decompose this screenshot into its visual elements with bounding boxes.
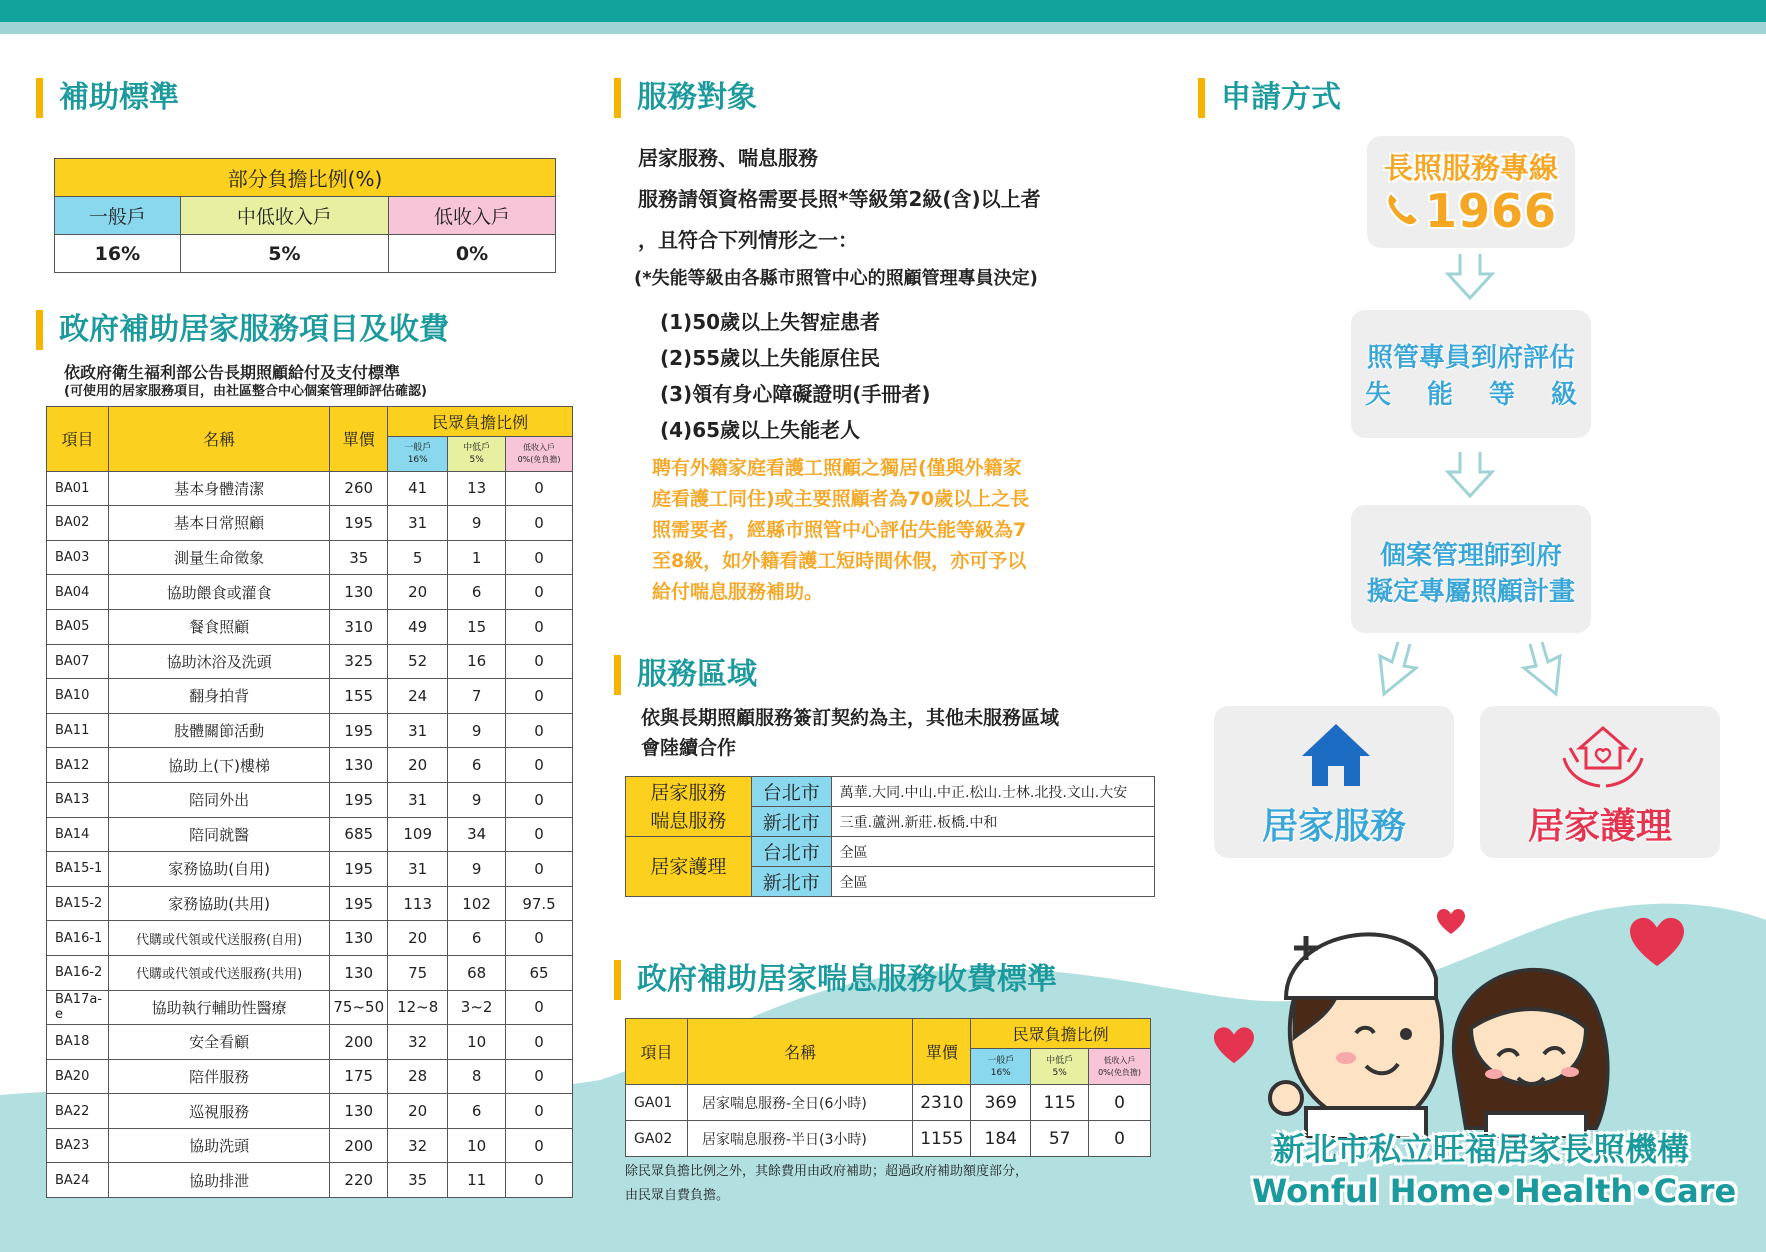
target-orange-note: 聘有外籍家庭看護工照顧之獨居(僅與外籍家 庭看護工同住)或主要照顧者為70歲以上之長 照需要者，經縣市照管中心評估失能等級為7 至8級，如外籍看護工短時間休假，亦可予以 給付喘息服務補助。	[652, 457, 1030, 603]
cell-name: 協助餵食或灌食	[108, 575, 329, 610]
cell-middle: 7	[448, 679, 506, 714]
cell-low: 0	[506, 782, 573, 817]
cell-middle: 102	[448, 886, 506, 921]
cell-low: 0	[506, 609, 573, 644]
cell-middle: 6	[448, 748, 506, 783]
area-desc2: 會陸續合作	[641, 737, 737, 759]
care-plan-line2: 擬定專屬照顧計畫	[1366, 577, 1575, 607]
cell-low: 97.5	[506, 886, 573, 921]
resp-hdr-price: 單價	[913, 1019, 971, 1085]
table-row	[47, 644, 573, 679]
cell-low: 0	[506, 1128, 573, 1163]
cell-middle: 13	[448, 471, 506, 506]
cell-general: 113	[388, 886, 448, 921]
arrow-down-right-icon	[1500, 640, 1570, 700]
table-row	[47, 817, 573, 852]
cell-middle: 11	[448, 1163, 506, 1198]
cell-price: 130	[330, 955, 388, 990]
area-district: 全區	[831, 837, 1154, 867]
cell-middle: 16	[448, 644, 506, 679]
cell-general: 184	[971, 1121, 1031, 1157]
table-row	[47, 679, 573, 714]
cell-general: 75	[388, 955, 448, 990]
cell-general: 20	[388, 748, 448, 783]
cell-name: 協助執行輔助性醫療	[108, 990, 329, 1025]
table-row	[47, 1163, 573, 1198]
hdr-ratio: 民眾負擔比例	[388, 407, 573, 437]
table-row	[626, 1085, 1151, 1121]
cell-middle: 6	[448, 1094, 506, 1129]
cell-price: 155	[330, 679, 388, 714]
cell-name: 測量生命徵象	[108, 540, 329, 575]
cell-middle: 3~2	[448, 990, 506, 1025]
cell-price: 200	[330, 1128, 388, 1163]
table-row	[47, 575, 573, 610]
cell-item: BA16-1	[47, 921, 109, 956]
cell-low: 0	[506, 748, 573, 783]
cell-item: BA22	[47, 1094, 109, 1129]
table-row	[47, 1025, 573, 1060]
hdr-price: 單價	[330, 407, 388, 472]
care-plan-box	[1351, 505, 1591, 633]
respite-rows	[626, 1085, 1151, 1157]
assessment-box	[1351, 310, 1591, 438]
care-hands-house-icon	[1560, 718, 1646, 794]
cell-name: 協助排泄	[108, 1163, 329, 1198]
cell-general: 31	[388, 506, 448, 541]
cell-middle: 6	[448, 575, 506, 610]
cell-item: BA15-2	[47, 886, 109, 921]
cell-name: 基本身體清潔	[108, 471, 329, 506]
area-district: 全區	[831, 867, 1154, 897]
cell-middle: 9	[448, 713, 506, 748]
cell-item: BA07	[47, 644, 109, 679]
cell-general: 369	[971, 1085, 1031, 1121]
phone-icon	[1381, 188, 1423, 230]
cell-middle: 6	[448, 921, 506, 956]
cell-price: 35	[330, 540, 388, 575]
cell-general: 32	[388, 1025, 448, 1060]
hotline-number: 1966	[1425, 184, 1558, 238]
area-city: 新北市	[751, 867, 831, 897]
table-row	[47, 852, 573, 887]
arrow-down-icon	[1440, 252, 1500, 302]
area-city: 新北市	[751, 807, 831, 837]
cell-general: 31	[388, 713, 448, 748]
arrow-down-icon	[1440, 450, 1500, 500]
cell-low: 0	[506, 679, 573, 714]
area-city: 台北市	[751, 837, 831, 867]
cell-price: 325	[330, 644, 388, 679]
cell-price: 260	[330, 471, 388, 506]
area-desc1: 依與長期照顧服務簽訂契約為主，其他未服務區域	[641, 707, 1060, 729]
cell-general: 32	[388, 1128, 448, 1163]
respite-fee-table	[625, 1018, 1151, 1157]
cell-item: BA20	[47, 1059, 109, 1094]
cell-name: 基本日常照顧	[108, 506, 329, 541]
table-row	[47, 782, 573, 817]
assessment-line1: 照管專員到府評估	[1366, 343, 1575, 373]
hdr-sub-general: 一般戶 16%	[388, 437, 448, 472]
cell-price: 195	[330, 852, 388, 887]
cell-name: 協助洗頭	[108, 1128, 329, 1163]
area-svc-nursing: 居家護理	[626, 837, 752, 897]
cell-price: 195	[330, 506, 388, 541]
cell-middle: 68	[448, 955, 506, 990]
cell-name: 代購或代領或代送服務(自用)	[108, 921, 329, 956]
area-city: 台北市	[751, 777, 831, 807]
val-middle-low: 5%	[180, 235, 388, 273]
resp-hdr-ratio: 民眾負擔比例	[971, 1019, 1151, 1049]
table-row	[47, 886, 573, 921]
area-district: 三重.蘆洲.新莊.板橋.中和	[831, 807, 1154, 837]
cell-low: 0	[506, 713, 573, 748]
cell-item: GA02	[626, 1121, 688, 1157]
cell-middle: 9	[448, 852, 506, 887]
service-fee-table	[46, 406, 573, 1198]
house-icon	[1298, 720, 1374, 790]
cell-item: BA01	[47, 471, 109, 506]
cell-low: 0	[1089, 1121, 1151, 1157]
target-item-2: (2)55歲以上失能原住民	[660, 346, 881, 370]
target-title: 服務對象	[614, 78, 757, 118]
cell-price: 130	[330, 748, 388, 783]
cell-price: 130	[330, 575, 388, 610]
table-row	[47, 1094, 573, 1129]
cell-name: 巡視服務	[108, 1094, 329, 1129]
hdr-sub-middle: 中低戶 5%	[448, 437, 506, 472]
table-row	[47, 540, 573, 575]
table-row	[47, 990, 573, 1025]
cell-middle: 10	[448, 1025, 506, 1060]
cell-price: 130	[330, 1094, 388, 1129]
col-middle-low: 中低收入戶	[180, 197, 388, 235]
area-svc-home: 居家服務 喘息服務	[626, 777, 752, 837]
table-row	[47, 506, 573, 541]
arrow-down-left-icon	[1370, 640, 1440, 700]
cell-price: 1155	[913, 1121, 971, 1157]
cell-price: 130	[330, 921, 388, 956]
cell-item: BA15-1	[47, 852, 109, 887]
respite-note2: 由民眾自費負擔。	[625, 1188, 730, 1203]
home-nursing-option[interactable]	[1480, 706, 1720, 858]
cell-general: 5	[388, 540, 448, 575]
table-row	[47, 609, 573, 644]
cell-middle: 10	[448, 1128, 506, 1163]
table-row	[47, 471, 573, 506]
cell-name: 陪伴服務	[108, 1059, 329, 1094]
val-general: 16%	[55, 235, 181, 273]
service-area-table	[625, 776, 1155, 897]
gov-services-title: 政府補助居家服務項目及收費	[36, 310, 449, 350]
cell-item: BA03	[47, 540, 109, 575]
cell-name: 家務協助(自用)	[108, 852, 329, 887]
cell-price: 195	[330, 782, 388, 817]
target-line1: 居家服務、喘息服務	[638, 146, 818, 170]
home-nursing-label: 居家護理	[1527, 806, 1672, 847]
cell-low: 0	[506, 644, 573, 679]
cell-low: 0	[506, 852, 573, 887]
cell-item: BA23	[47, 1128, 109, 1163]
table-row	[626, 1121, 1151, 1157]
cell-price: 75~50	[330, 990, 388, 1025]
cell-general: 20	[388, 1094, 448, 1129]
cell-item: BA24	[47, 1163, 109, 1198]
cell-general: 109	[388, 817, 448, 852]
target-line2: 服務請領資格需要長照*等級第2級(含)以上者	[638, 187, 1041, 211]
cell-low: 0	[1089, 1085, 1151, 1121]
cell-name: 翻身拍背	[108, 679, 329, 714]
hdr-name: 名稱	[108, 407, 329, 472]
cell-item: GA01	[626, 1085, 688, 1121]
subsidy-title: 補助標準	[36, 78, 179, 118]
cell-name: 代購或代領或代送服務(共用)	[108, 955, 329, 990]
service-fee-rows	[47, 471, 573, 1197]
cell-general: 20	[388, 921, 448, 956]
cell-item: BA13	[47, 782, 109, 817]
cell-middle: 8	[448, 1059, 506, 1094]
cell-low: 0	[506, 471, 573, 506]
area-title: 服務區域	[614, 655, 757, 695]
brand-name-en: Wonful Home•Health•Care	[1252, 1172, 1737, 1210]
cell-middle: 115	[1031, 1085, 1089, 1121]
hotline-label: 長照服務專線	[1383, 151, 1558, 185]
hdr-sub-low: 低收入戶 0%(免負擔)	[506, 437, 573, 472]
resp-hdr-item: 項目	[626, 1019, 688, 1085]
cell-general: 52	[388, 644, 448, 679]
cell-name: 肢體關節活動	[108, 713, 329, 748]
cell-general: 28	[388, 1059, 448, 1094]
cell-item: BA04	[47, 575, 109, 610]
cell-item: BA11	[47, 713, 109, 748]
hdr-item: 項目	[47, 407, 109, 472]
table-row	[47, 921, 573, 956]
cell-general: 35	[388, 1163, 448, 1198]
cell-low: 0	[506, 575, 573, 610]
cell-item: BA02	[47, 506, 109, 541]
cell-name: 安全看顧	[108, 1025, 329, 1060]
table-row	[47, 1059, 573, 1094]
cell-item: BA17a-e	[47, 990, 109, 1025]
target-item-1: (1)50歲以上失智症患者	[660, 310, 881, 334]
cell-name: 餐食照顧	[108, 609, 329, 644]
respite-title: 政府補助居家喘息服務收費標準	[614, 960, 1057, 1000]
cell-general: 31	[388, 852, 448, 887]
cell-price: 220	[330, 1163, 388, 1198]
cell-item: BA14	[47, 817, 109, 852]
cell-low: 0	[506, 921, 573, 956]
resp-sub-general: 一般戶 16%	[971, 1049, 1031, 1085]
cell-name: 家務協助(共用)	[108, 886, 329, 921]
target-item-3: (3)領有身心障礙證明(手冊者)	[660, 382, 931, 406]
cell-price: 685	[330, 817, 388, 852]
cell-price: 175	[330, 1059, 388, 1094]
cell-middle: 15	[448, 609, 506, 644]
ratio-table-header: 部分負擔比例(%)	[55, 159, 556, 197]
area-district: 萬華.大同.中山.中正.松山.士林.北投.文山.大安	[831, 777, 1154, 807]
assessment-line2: 失 能 等 級	[1365, 380, 1577, 410]
table-row	[47, 748, 573, 783]
resp-sub-low: 低收入戶 0%(免負擔)	[1089, 1049, 1151, 1085]
cell-item: BA16-2	[47, 955, 109, 990]
resp-sub-middle: 中低戶 5%	[1031, 1049, 1089, 1085]
cell-low: 0	[506, 817, 573, 852]
cell-low: 0	[506, 506, 573, 541]
home-service-label: 居家服務	[1261, 806, 1406, 847]
subsidy-ratio-table	[54, 158, 556, 273]
cell-general: 24	[388, 679, 448, 714]
cell-middle: 1	[448, 540, 506, 575]
cell-general: 20	[388, 575, 448, 610]
cell-name: 居家喘息服務-全日(6小時)	[687, 1085, 912, 1121]
cell-price: 2310	[913, 1085, 971, 1121]
cell-middle: 9	[448, 782, 506, 817]
gov-services-note2: (可使用的居家服務項目，由社區整合中心個案管理師評估確認)	[64, 384, 427, 399]
cell-low: 0	[506, 540, 573, 575]
apply-title: 申請方式	[1198, 78, 1341, 118]
cell-item: BA10	[47, 679, 109, 714]
care-plan-line1: 個案管理師到府	[1379, 541, 1562, 571]
table-row	[47, 1128, 573, 1163]
cell-middle: 34	[448, 817, 506, 852]
nurse-illustration	[1266, 908, 1646, 1138]
table-row	[47, 713, 573, 748]
cell-middle: 9	[448, 506, 506, 541]
target-line4: (*失能等級由各縣市照管中心的照顧管理專員決定)	[634, 268, 1038, 289]
cell-price: 195	[330, 713, 388, 748]
cell-item: BA12	[47, 748, 109, 783]
target-item-4: (4)65歲以上失能老人	[660, 418, 861, 442]
hotline-box	[1367, 136, 1575, 248]
cell-item: BA05	[47, 609, 109, 644]
cell-name: 協助沐浴及洗頭	[108, 644, 329, 679]
table-row	[47, 955, 573, 990]
val-low: 0%	[388, 235, 555, 273]
cell-middle: 57	[1031, 1121, 1089, 1157]
cell-price: 195	[330, 886, 388, 921]
cell-low: 65	[506, 955, 573, 990]
home-service-option[interactable]	[1214, 706, 1454, 858]
cell-general: 12~8	[388, 990, 448, 1025]
cell-name: 居家喘息服務-半日(3小時)	[687, 1121, 912, 1157]
target-line3: ，且符合下列情形之一：	[638, 228, 858, 252]
gov-services-note1: 依政府衛生福利部公告長期照顧給付及支付標準	[64, 363, 401, 382]
cell-price: 200	[330, 1025, 388, 1060]
cell-low: 0	[506, 1163, 573, 1198]
cell-name: 協助上(下)樓梯	[108, 748, 329, 783]
cell-low: 0	[506, 1094, 573, 1129]
respite-note1: 除民眾負擔比例之外，其餘費用由政府補助；超過政府補助額度部分，	[625, 1164, 1029, 1179]
col-low: 低收入戶	[388, 197, 555, 235]
cell-price: 310	[330, 609, 388, 644]
cell-name: 陪同就醫	[108, 817, 329, 852]
cell-general: 31	[388, 782, 448, 817]
col-general: 一般戶	[55, 197, 181, 235]
cell-low: 0	[506, 1059, 573, 1094]
heart-icon	[1212, 1026, 1256, 1066]
cell-general: 41	[388, 471, 448, 506]
cell-low: 0	[506, 1025, 573, 1060]
cell-general: 49	[388, 609, 448, 644]
resp-hdr-name: 名稱	[687, 1019, 912, 1085]
cell-low: 0	[506, 990, 573, 1025]
cell-item: BA18	[47, 1025, 109, 1060]
brand-name-zh: 新北市私立旺福居家長照機構	[1272, 1130, 1689, 1168]
cell-name: 陪同外出	[108, 782, 329, 817]
